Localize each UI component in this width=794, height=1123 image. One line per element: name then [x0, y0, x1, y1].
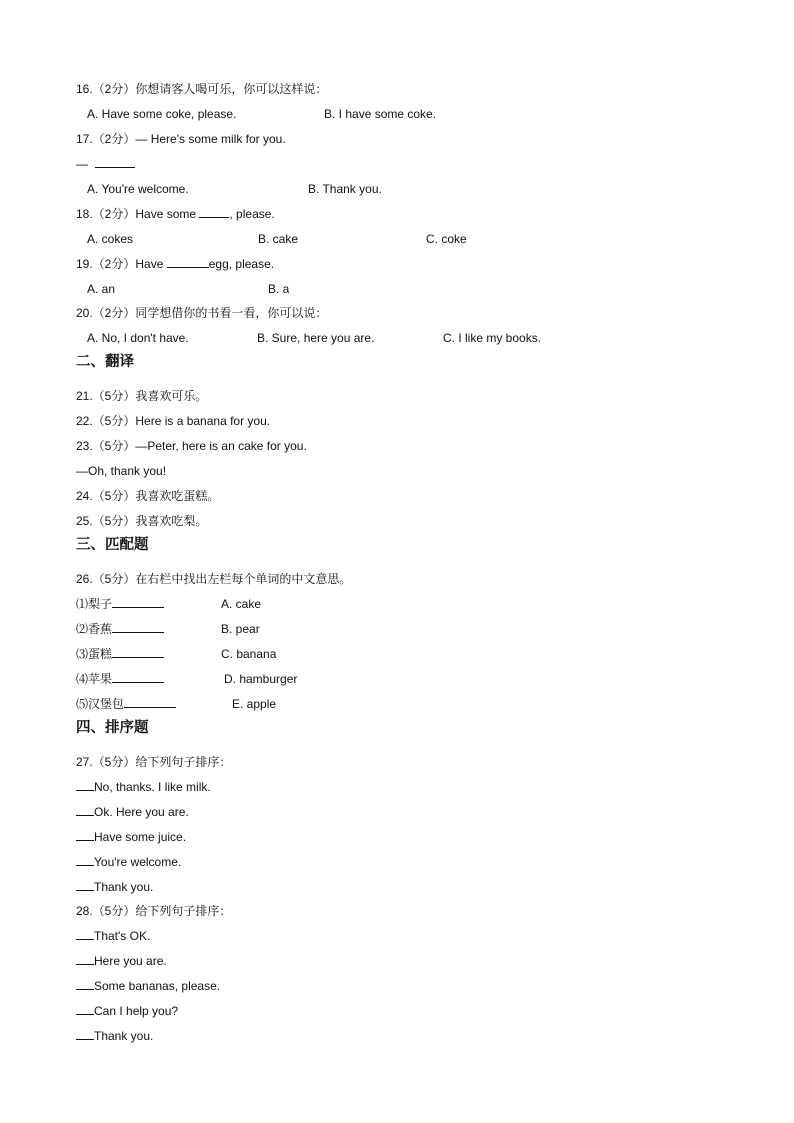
q17-option-a: A. You're welcome.	[87, 182, 189, 196]
match-right: B. pear	[221, 622, 260, 636]
list-item	[76, 879, 153, 895]
q19-option-a: A. an	[87, 282, 116, 296]
order-sentence: No, thanks. I like milk.	[94, 780, 211, 794]
match-left: ⑵香蕉	[76, 622, 113, 636]
match-row	[76, 596, 164, 612]
match-blank	[112, 646, 164, 658]
match-blank	[124, 696, 176, 708]
q19-stem-pre: 19.（2分）Have	[76, 257, 167, 271]
order-blank	[76, 928, 94, 940]
match-row	[76, 671, 164, 687]
list-item	[76, 854, 181, 870]
match-blank	[112, 621, 164, 633]
list-item	[76, 804, 189, 820]
list-item	[76, 779, 211, 795]
order-blank	[76, 879, 94, 891]
q26-stem: 26.（5分）在右栏中找出左栏每个单词的中文意思。	[76, 572, 352, 586]
order-blank	[76, 1028, 94, 1040]
match-left: ⑴梨子	[76, 597, 113, 611]
q17-stem: 17.（2分）— Here's some milk for you.	[76, 132, 286, 146]
q18-blank	[199, 206, 229, 218]
section-heading-ordering: 四、排序题	[76, 720, 149, 736]
list-item	[76, 1003, 178, 1019]
q19-stem-post: egg, please.	[208, 257, 275, 271]
list-item	[76, 978, 220, 994]
order-sentence: You're welcome.	[94, 855, 182, 869]
q18-option-c: C. coke	[426, 232, 467, 246]
order-blank	[76, 1003, 94, 1015]
q22-stem: 22.（5分）Here is a banana for you.	[76, 414, 271, 428]
order-blank	[76, 978, 94, 990]
order-blank	[76, 953, 94, 965]
match-right: E. apple	[232, 697, 277, 711]
order-sentence: Here you are.	[94, 954, 167, 968]
match-blank	[112, 671, 164, 683]
q19-stem	[76, 256, 274, 272]
q16-option-a: A. Have some coke, please.	[87, 107, 237, 121]
q18-stem-pre: 18.（2分）Have some	[76, 207, 200, 221]
match-row	[76, 646, 164, 662]
q18-stem-post: , please.	[229, 207, 275, 221]
q23-stem: 23.（5分）—Peter, here is an cake for you.	[76, 439, 307, 453]
order-sentence: Some bananas, please.	[94, 979, 221, 993]
section-heading-matching: 三、匹配题	[76, 537, 149, 553]
q21-stem: 21.（5分）我喜欢可乐。	[76, 389, 208, 403]
q24-stem: 24.（5分）我喜欢吃蛋糕。	[76, 489, 220, 503]
match-right: D. hamburger	[224, 672, 298, 686]
q16-option-b: B. I have some coke.	[324, 107, 437, 121]
match-right: A. cake	[221, 597, 262, 611]
q20-option-c: C. I like my books.	[443, 331, 542, 345]
q20-stem: 20.（2分）同学想借你的书看一看，你可以说：	[76, 306, 328, 320]
match-row	[76, 696, 176, 712]
order-sentence: Thank you.	[94, 1029, 154, 1043]
q23-reply: —Oh, thank you!	[76, 464, 167, 478]
match-row	[76, 621, 164, 637]
order-sentence: Thank you.	[94, 880, 154, 894]
order-blank	[76, 829, 94, 841]
match-left: ⑶蛋糕	[76, 647, 113, 661]
q16-stem: 16.（2分）你想请客人喝可乐，你可以这样说：	[76, 82, 328, 96]
match-left: ⑷苹果	[76, 672, 113, 686]
match-right: C. banana	[221, 647, 277, 661]
order-sentence: That's OK.	[94, 929, 151, 943]
q18-stem	[76, 206, 275, 222]
q17-answer-line	[76, 156, 135, 172]
q20-option-a: A. No, I don't have.	[87, 331, 189, 345]
q20-option-b: B. Sure, here you are.	[257, 331, 375, 345]
list-item	[76, 829, 186, 845]
order-blank	[76, 779, 94, 791]
order-sentence: Can I help you?	[94, 1004, 179, 1018]
list-item	[76, 953, 167, 969]
order-blank	[76, 854, 94, 866]
list-item	[76, 1028, 153, 1044]
q17-blank	[95, 156, 135, 168]
q25-stem: 25.（5分）我喜欢吃梨。	[76, 514, 208, 528]
q18-option-b: B. cake	[258, 232, 299, 246]
section-heading-translation: 二、翻译	[76, 354, 134, 370]
match-blank	[112, 596, 164, 608]
list-item	[76, 928, 150, 944]
order-blank	[76, 804, 94, 816]
q19-option-b: B. a	[268, 282, 290, 296]
q17-dash: —	[76, 157, 88, 171]
q18-option-a: A. cokes	[87, 232, 134, 246]
order-sentence: Ok. Here you are.	[94, 805, 189, 819]
q19-blank	[167, 256, 209, 268]
q28-stem: 28.（5分）给下列句子排序：	[76, 904, 232, 918]
match-left: ⑸汉堡包	[76, 697, 125, 711]
order-sentence: Have some juice.	[94, 830, 187, 844]
q27-stem: 27.（5分）给下列句子排序：	[76, 755, 232, 769]
q17-option-b: B. Thank you.	[308, 182, 382, 196]
